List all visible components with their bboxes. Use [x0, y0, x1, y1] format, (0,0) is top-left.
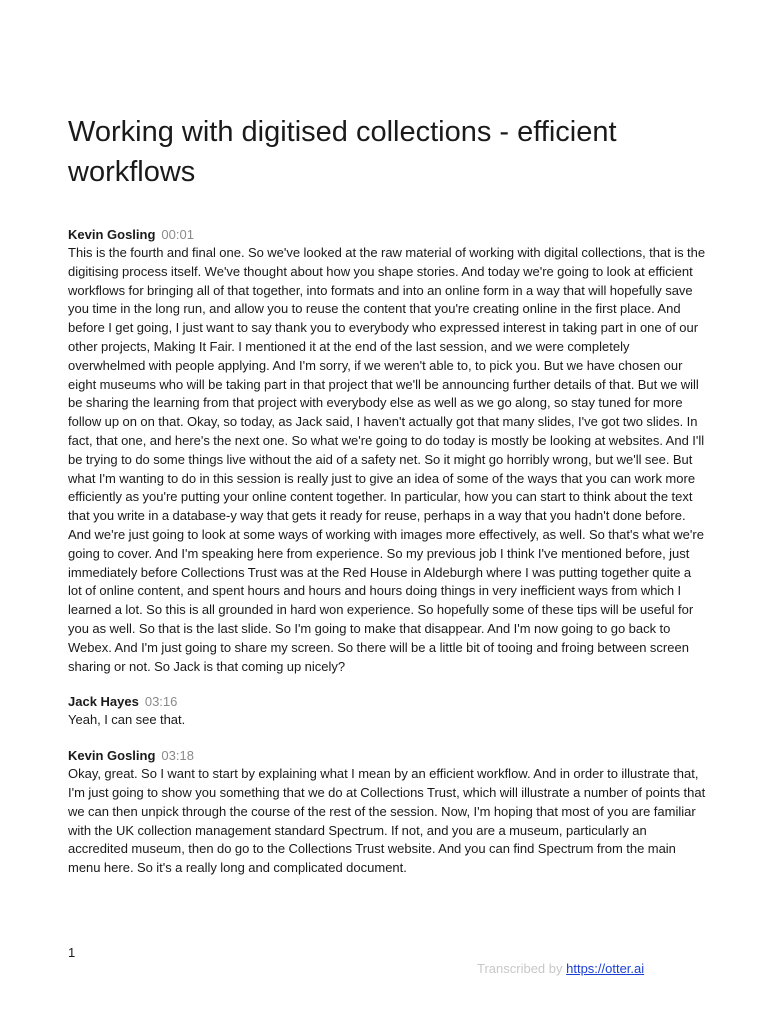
- speaker-line: [68, 226, 708, 244]
- transcript-segment: [68, 226, 708, 676]
- speaker-name: Jack Hayes: [68, 694, 139, 710]
- speaker-line: [68, 693, 708, 711]
- segment-timestamp: 03:18: [161, 748, 194, 764]
- transcript-segment: [68, 747, 708, 878]
- segment-text: Yeah, I can see that.: [68, 712, 186, 728]
- transcript-segment: [68, 693, 708, 730]
- segment-timestamp: 03:16: [144, 694, 178, 710]
- speaker-name: Kevin Gosling: [68, 748, 156, 764]
- segment-text: This is the fourth and final one. So we've looked at the raw material of working with digital collections, that is the digitising process itself. We've thought about how you shape stories. And today we're going to look at efficient workflows for bringing all of that together, into formats and into an online form in a way that will hopefully save you time in the long run, and allow you to reuse the content that you're creating online in the first place. And before I get going, I just want to say thank you to everybody who expressed interest in taking part in one of our other projects, Making It Fair. I mentioned it at the end of the last session, and we were completely overwhelmed with people applying. And I'm sorry, if we weren't able to, to pick you. But we have chosen our eight museums who will be taking part in that project that we'll be announcing further details of that. But we will be sharing the learning from that project with everybody else as well as we go along, so stay tuned for more follow up on on that. Okay, so today, as Jack said, I haven't actually got that many slides, I've got two slides. In fact, that one, and here's the next one. So what we're going to do today is mostly be looking at websites. And I'll be trying to do some things live without the aid of a safety net. So it might go horribly wrong, but we'll see. But what I'm wanting to do in this session is really just to give an idea of some of the ways that you can work more efficiently as you're putting your online content together. In particular, how you can start to think about the text that you write in a database-y way that gets it ready for reuse, perhaps in a way that you hadn't done before. And we're just going to look at some ways of working with images more effectively, as well. So that's what we're going to cover. And I'm speaking here from experience. So my previous job I think I've mentioned before, just immediately before Collections Trust was at the Red House in Aldeburgh where I was putting together quite a lot of online content, and spent hours and hours and hours doing things in very inefficient ways from which I learned a lot. So this is all grounded in hard won experience. So hopefully some of these tips will be useful for you as well. So that is the last slide. So I'm going to make that disappear. And I'm now going to go back to Webex. And I'm just going to share my screen. So there will be a little bit of tooing and froing between screen sharing or not. So Jack is that coming up nicely?: [68, 245, 706, 674]
- otter-link[interactable]: https://otter.ai: [566, 961, 645, 976]
- segment-text: Okay, great. So I want to start by explaining what I mean by an efficient workflow. And in order to illustrate that, I'm just going to show you something that we do at Collections Trust, which will illustrate a number of points that we can then unpick through the course of the rest of the session. Now, I'm hoping that most of you are familiar with the UK collection management standard Spectrum. If not, and you are a museum, particularly an accredited museum, then do go to the Collections Trust website. And you can find Spectrum from the main menu here. So it's a really long and complicated document.: [68, 766, 706, 876]
- footer-attribution: [477, 961, 644, 976]
- transcript-body: [68, 226, 708, 895]
- speaker-line: [68, 747, 708, 765]
- segment-timestamp: 00:01: [161, 227, 194, 242]
- document-title: Working with digitised collections - efficient workflows: [68, 116, 617, 188]
- speaker-name: Kevin Gosling: [68, 227, 156, 242]
- page-number: 1: [68, 945, 76, 960]
- footer-label: Transcribed by: [477, 961, 567, 976]
